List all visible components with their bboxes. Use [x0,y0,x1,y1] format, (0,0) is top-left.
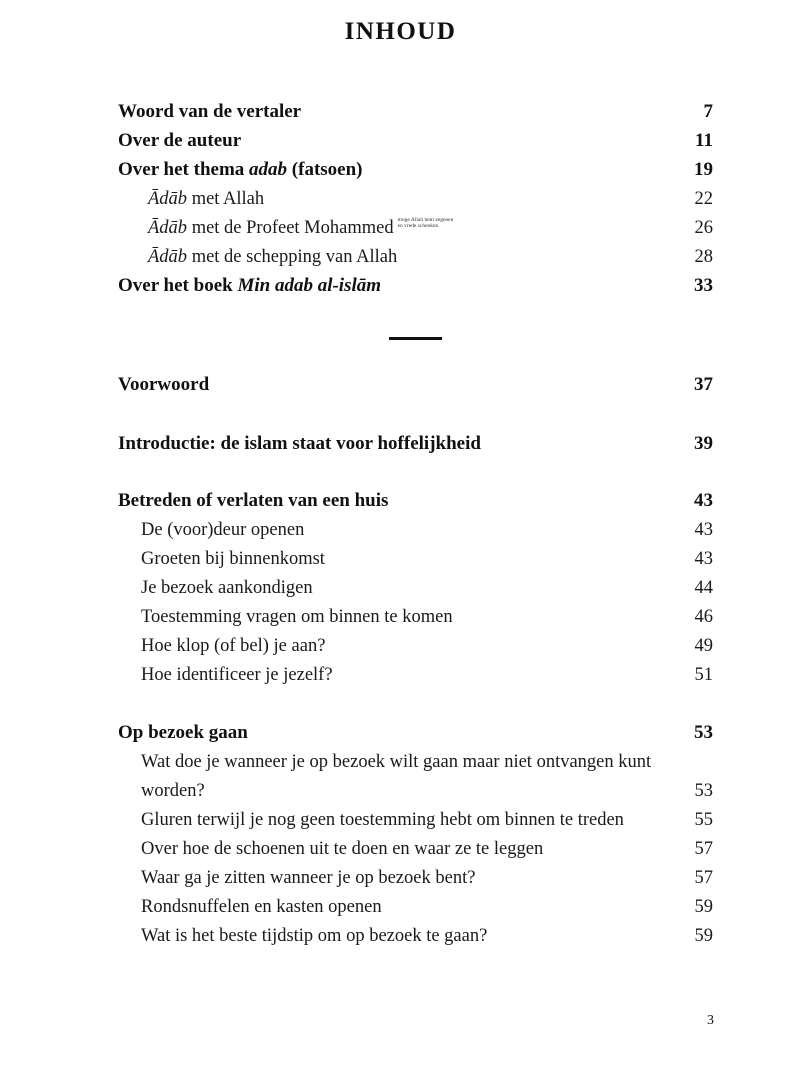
entry-page: 53 [694,781,713,801]
entry-title-italic: Ādāb [148,189,188,209]
toc-subentry[interactable] [141,893,713,921]
page-title: INHOUD [344,18,457,45]
entry-page: 57 [694,868,713,888]
entry-title: Voorwoord [118,374,210,395]
entry-page: 49 [694,636,713,656]
entry-title: Waar ga je zitten wanneer je op bezoek bent? [141,868,476,888]
entry-title: Over de auteur [118,130,242,151]
toc-entry[interactable] [118,272,713,300]
entry-page: 51 [694,665,713,685]
entry-title: Op bezoek gaan [118,722,248,743]
entry-title: De (voor)deur openen [141,520,305,540]
toc-subentry[interactable] [148,185,713,213]
honorific-line: moge Allah hem zegenen [397,217,454,223]
toc-entry[interactable] [118,719,713,747]
entry-title: Groeten bij binnenkomst [141,549,325,569]
entry-page: 46 [694,607,713,627]
entry-title: Je bezoek aankondigen [141,578,313,598]
entry-page: 19 [694,159,713,180]
entry-title-italic: adab [249,159,288,180]
entry-page: 57 [694,839,713,859]
entry-page: 39 [694,433,713,454]
toc-entry[interactable] [118,156,713,184]
toc-subentry-line1[interactable] [141,748,713,776]
section-divider [389,337,442,340]
entry-title: Woord van de vertaler [118,101,302,122]
entry-title: Over hoe de schoenen uit te doen en waar ze te leggen [141,839,544,859]
entry-title-text: Over het boek [118,275,238,296]
entry-page: 28 [694,247,713,267]
entry-title-italic: Ādāb [148,218,188,238]
entry-page: 33 [694,275,713,296]
entry-title [118,156,363,184]
entry-title: Hoe klop (of bel) je aan? [141,636,326,656]
toc-subentry[interactable] [141,806,713,834]
toc-subentry[interactable] [141,545,713,573]
entry-page: 55 [694,810,713,830]
entry-title-text: met de Profeet Mohammed [187,218,394,238]
toc-subentry[interactable] [141,661,713,689]
honorific-note [398,217,454,229]
toc-subentry[interactable] [141,574,713,602]
toc-entry[interactable] [118,430,713,458]
entry-page: 59 [694,926,713,946]
entry-title: Wat doe je wanneer je op bezoek wilt gaan maar niet ontvangen kunt [141,752,652,772]
toc-subentry[interactable] [141,864,713,892]
honorific-line: en vrede schenken [397,223,439,229]
entry-title [148,185,264,213]
entry-page: 43 [694,520,713,540]
entry-title-text: (fatsoen) [287,159,363,180]
toc-entry[interactable] [118,127,713,155]
entry-page: 22 [694,189,713,209]
entry-title-italic: Min adab al-islām [237,275,382,296]
entry-title: Wat is het beste tijdstip om op bezoek te gaan? [141,926,488,946]
entry-page: 43 [694,490,713,511]
toc-subentry-line2[interactable] [141,777,713,805]
entry-title-text: met Allah [187,189,265,209]
toc-entry[interactable] [118,371,713,399]
page-number: 3 [707,1013,714,1028]
toc-subentry[interactable] [148,214,713,242]
entry-page: 37 [694,374,713,395]
toc-entry[interactable] [118,487,713,515]
toc-entry[interactable] [118,98,713,126]
entry-title [118,272,381,300]
entry-title: Toestemming vragen om binnen te komen [141,607,453,627]
entry-title-text: Over het thema [118,159,250,180]
entry-title: Introductie: de islam staat voor hoffelijkheid [118,433,481,454]
toc-subentry[interactable] [141,603,713,631]
entry-page: 11 [695,130,713,151]
entry-page: 26 [694,218,713,238]
entry-title [148,243,397,271]
entry-title [148,214,453,242]
entry-title-italic: Ādāb [148,247,188,267]
toc-subentry[interactable] [141,922,713,950]
toc-subentry[interactable] [148,243,713,271]
toc-subentry[interactable] [141,632,713,660]
entry-page: 43 [694,549,713,569]
entry-page: 53 [694,722,713,743]
toc-subentry[interactable] [141,516,713,544]
entry-page: 59 [694,897,713,917]
entry-title: Gluren terwijl je nog geen toestemming hebt om binnen te treden [141,810,624,830]
entry-title: Rondsnuffelen en kasten openen [141,897,382,917]
entry-title-text: met de schepping van Allah [187,247,398,267]
toc-subentry[interactable] [141,835,713,863]
entry-title: worden? [141,781,205,801]
entry-page: 7 [703,101,713,122]
entry-title: Hoe identificeer je jezelf? [141,665,333,685]
entry-page: 44 [694,578,713,598]
entry-title: Betreden of verlaten van een huis [118,490,389,511]
